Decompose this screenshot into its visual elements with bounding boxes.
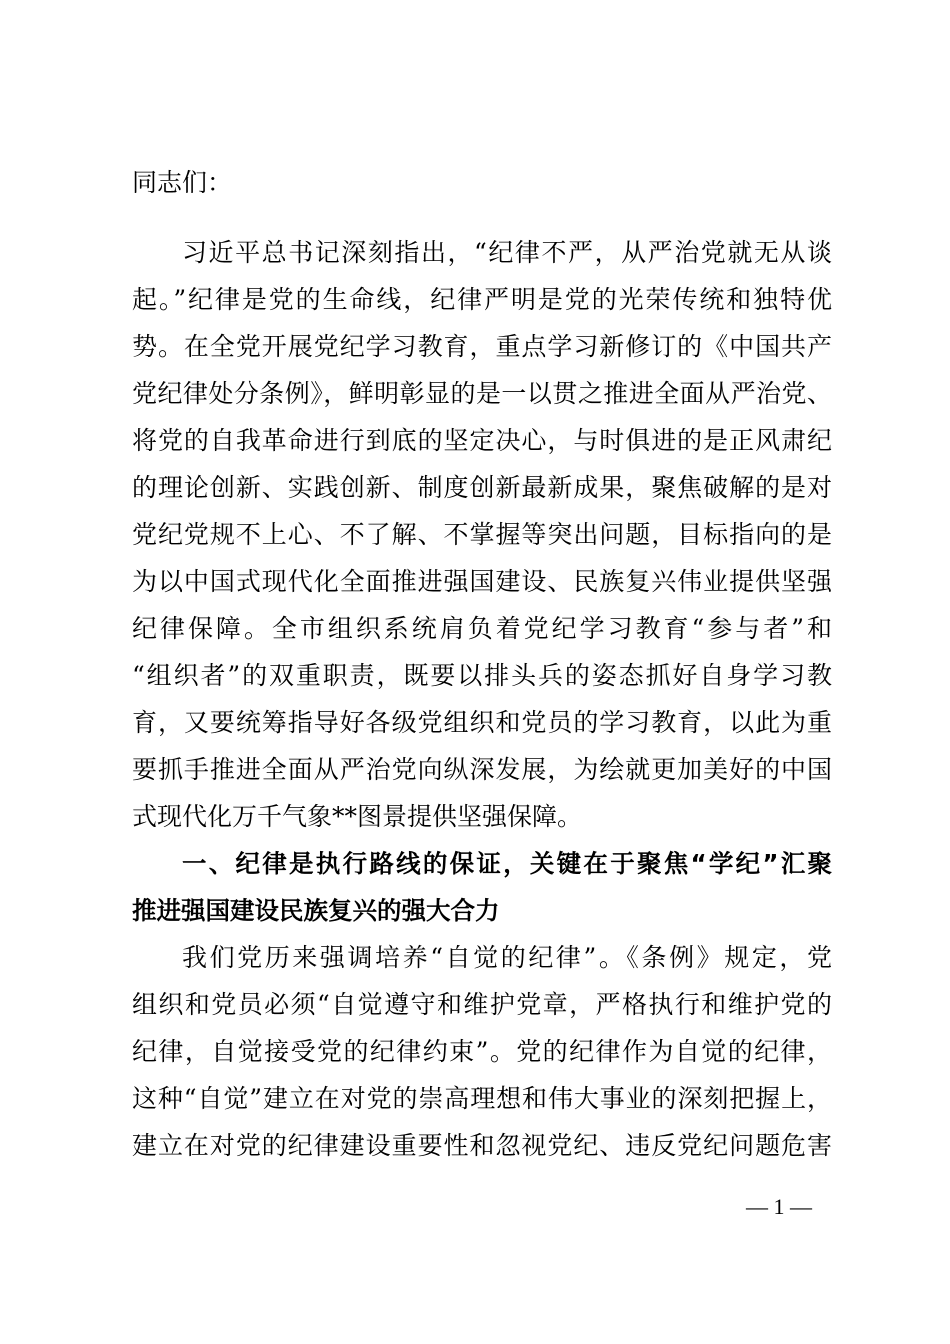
paragraph-1-line-4: 党纪律处分条例》，鲜明彰显的是一以贯之推进全面从严治党、: [132, 379, 832, 408]
paragraph-1-line-10: “组织者”的双重职责，既要以排头兵的姿态抓好自身学习教: [132, 661, 832, 690]
paragraph-1-line-2: 起。”纪律是党的生命线，纪律严明是党的光荣传统和独特优: [132, 285, 832, 314]
paragraph-2-line-5: 建立在对党的纪律建设重要性和忽视党纪、违反党纪问题危害: [132, 1131, 832, 1160]
paragraph-2-line-4: 这种“自觉”建立在对党的崇高理想和伟大事业的深刻把握上，: [132, 1084, 832, 1113]
paragraph-2-line-3: 纪律，自觉接受党的纪律约束”。党的纪律作为自觉的纪律，: [132, 1037, 832, 1066]
paragraph-1-line-13: 式现代化万千气象**图景提供坚强保障。: [132, 802, 583, 831]
salutation: 同志们：: [132, 168, 233, 197]
paragraph-1-line-11: 育，又要统筹指导好各级党组织和党员的学习教育，以此为重: [132, 708, 832, 737]
paragraph-1-line-12: 要抓手推进全面从严治党向纵深发展，为绘就更加美好的中国: [132, 755, 832, 784]
paragraph-1-line-9: 纪律保障。全市组织系统肩负着党纪学习教育“参与者”和: [132, 614, 832, 643]
section-heading-line-1: 一、纪律是执行路线的保证，关键在于聚焦“学纪”汇聚: [182, 849, 832, 878]
paragraph-1-line-1: 习近平总书记深刻指出，“纪律不严，从严治党就无从谈: [182, 238, 832, 267]
page-number: — 1 —: [746, 1194, 812, 1219]
paragraph-1-line-3: 势。在全党开展党纪学习教育，重点学习新修订的《中国共产: [132, 332, 832, 361]
paragraph-2-line-1: 我们党历来强调培养“自觉的纪律”。《条例》规定，党: [182, 943, 832, 972]
paragraph-1-line-8: 为以中国式现代化全面推进强国建设、民族复兴伟业提供坚强: [132, 567, 832, 596]
section-heading-line-2: 推进强国建设民族复兴的强大合力: [132, 896, 500, 925]
paragraph-2-line-2: 组织和党员必须“自觉遵守和维护党章，严格执行和维护党的: [132, 990, 832, 1019]
paragraph-1-line-5: 将党的自我革命进行到底的坚定决心，与时俱进的是正风肃纪: [132, 426, 832, 455]
paragraph-1-line-6: 的理论创新、实践创新、制度创新最新成果，聚焦破解的是对: [132, 473, 832, 502]
paragraph-1-line-7: 党纪党规不上心、不了解、不掌握等突出问题，目标指向的是: [132, 520, 832, 549]
